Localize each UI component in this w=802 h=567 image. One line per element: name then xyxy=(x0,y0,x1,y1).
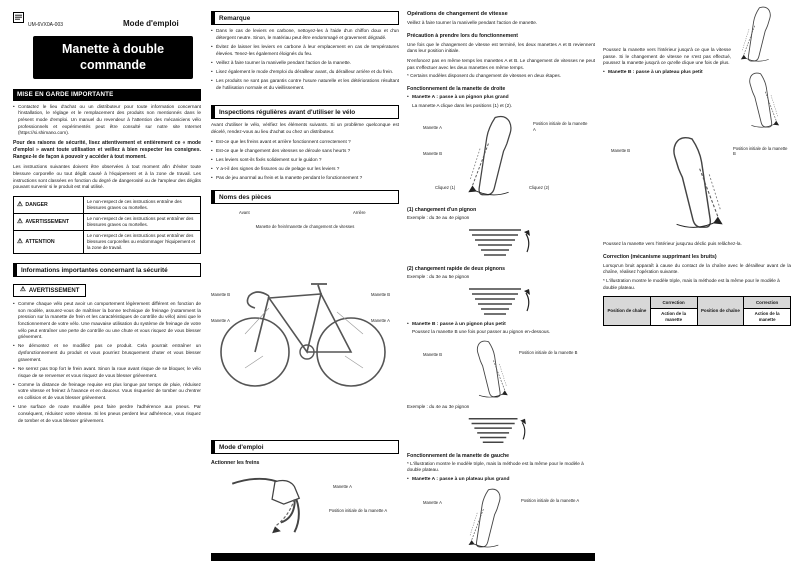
left-lever-a-action: • Manette A : passe à un plateau plus grand xyxy=(407,477,595,484)
correction-text: Lorsqu'un bruit apparaît à cause du contact de la chaîne avec le dérailleur avant de la chaîne, réalisez l'opération suivante. xyxy=(603,262,791,275)
warning-badge-label: AVERTISSEMENT xyxy=(28,287,80,294)
safety-bullet-list xyxy=(13,301,201,424)
list-item: • Comme chaque vélo peut avoir un comportement légèrement différent en fonction de son modèle, assurez-vous de maîtriser la bonne technique de freinage (notamment la pression sur la manette de frein et les caractéristiques de contrôle du vélo) ainsi que le fonctionnement de votre vélo. Une mauvaise utilisation du système de freinage de votre vélo peut entraîner une perte de contrôle ou une chute et vous risquez de vous blesser grièvement. xyxy=(13,301,201,341)
col-header-correction: Correction xyxy=(744,297,791,309)
list-item: • Lisez également le mode d'emploi du dérailleur avant, du dérailleur arrière et du frein. xyxy=(211,69,399,76)
page-title: Manette à double commande xyxy=(33,36,193,79)
subheader-action: Action de la manette xyxy=(744,308,791,325)
cassette-art xyxy=(461,226,533,258)
notice-contact: • Contactez le lieu d'achat ou un distributeur pour toute information concernant l'installation, le réglage et le remplacement des produits non mentionnés dans le présent mode d'emploi. Un manuel du revendeur à l'attention des mécaniciens vélo professionnels et expérimentés peut être consulté sur notre site Internet (https://si.shimano.com). xyxy=(13,104,201,137)
right-lever-b-diagram xyxy=(407,340,595,402)
initial-position-label: Position initiale de la manette A xyxy=(533,121,588,132)
precaution-p1: Une fois que le changement de vitesse est terminé, les deux manettes A et B reviennent dans leur position initiale. xyxy=(407,41,595,54)
push-instruction-1: Poussez la manette vers l'intérieur jusqu'à ce que la vitesse passe. Si le changement de vitesse ne s'est pas effectué, poussez la manette jusqu'à ce qu'elle clique une fois de plus. xyxy=(603,47,731,66)
table-row xyxy=(604,297,791,309)
warning-icon: ⚠ xyxy=(17,217,23,225)
manual-book-icon xyxy=(13,10,24,28)
hazard-classification-text: Les instructions suivantes doivent être observées à tout moment afin d'éviter toute blessure corporelle ou tout dégât causé à l'équipement et à la zone de travail. Les instructions sont classées en fonction du degré de dangerosité ou de l'ampleur des dégâts pouvant survenir si le produit est mal utilisé. xyxy=(13,164,201,190)
list-item: • Est-ce que le changement des vitesses se déroule sans heurts ? xyxy=(211,148,399,155)
lever-b-label: Manette B xyxy=(423,151,443,157)
section-remarque: Remarque xyxy=(211,11,399,25)
right-lever-heading: Fonctionnement de la manette de droite xyxy=(407,85,506,92)
left-column xyxy=(13,0,201,427)
push-instruction-2: Poussez la manette vers l'intérieur jusqu'au déclic puis relâchez-la. xyxy=(603,241,742,246)
correction-heading: Correction (mécanisme supprimant les bruits) xyxy=(603,253,717,260)
warning-icon: ⚠ xyxy=(17,200,23,208)
lever-a-label: Manette A xyxy=(211,318,230,324)
lever-b-label: Manette B xyxy=(371,292,391,298)
lever-b-label: Manette B xyxy=(211,292,231,298)
lever-art xyxy=(465,488,513,550)
lever-a-label: Manette A xyxy=(423,499,442,505)
col-header-position: Position de chaîne xyxy=(697,297,744,326)
hazard-label: ATTENTION xyxy=(25,239,55,246)
click2-label: Cliquez (2) xyxy=(529,185,550,191)
lever-art xyxy=(655,136,727,232)
list-item: • Ne démontez et ne modifiez pas ce produit. Cela pourrait entraîner un dysfonctionnement du produit et vous pourriez brusquement chuter et vous blesser gravement. xyxy=(13,343,201,363)
initial-position-label: Position initiale de la manette A xyxy=(329,508,388,514)
footer-bar xyxy=(211,553,595,561)
cassette-art xyxy=(461,285,533,317)
section-mode-emploi: Mode d'emploi xyxy=(211,440,399,454)
correction-table xyxy=(603,296,791,326)
doc-number: UM-6VX0A-003 xyxy=(28,22,64,28)
left-lever-heading: Fonctionnement de la manette de gauche xyxy=(407,452,510,459)
section-important-notice: MISE EN GARDE IMPORTANTE xyxy=(13,89,201,101)
front-label: Avant xyxy=(239,210,250,216)
table-row xyxy=(14,196,201,213)
section-safety-info: Informations importantes concernant la sécurité xyxy=(13,263,201,277)
warning-badge xyxy=(13,284,86,297)
list-item: • Comme la distance de freinage requise est plus longue par temps de pluie, réduisez votre vitesse et freinez à l'avance et en douceur. Vous risqueriez de tomber ou d'entrer en collision et de vous blesser grièvement. xyxy=(13,382,201,402)
list-item: • Y a-t-il des signes de fissures ou de pelage sur les leviers ? xyxy=(211,166,399,173)
initial-position-label: Position initiale de la manette B xyxy=(519,349,578,355)
middle-column xyxy=(211,0,399,542)
lever-b-example: Exemple : du 4e au 3e pignon xyxy=(407,403,470,409)
far-right-column xyxy=(603,0,791,326)
left-lever-a-diagram xyxy=(407,488,595,552)
doc-header xyxy=(13,0,201,28)
list-item: • Évitez de laisser les leviers en carbone à leur emplacement en cas de températures élevées. Tenez-les également éloignés du feu. xyxy=(211,44,399,57)
inspections-intro: Avant d'utiliser le vélo, vérifiez les éléments suivants. Si un problème quelconque est décelé, rendez-vous au lieu d'achat ou chez un distributeur. xyxy=(211,122,399,135)
hazard-text: Le non-respect de ces instructions entraîne des blessures graves ou mortelles. xyxy=(84,196,201,213)
brake-action-diagram xyxy=(211,470,399,542)
right-lever-a-diagram xyxy=(407,113,595,201)
list-item: • Une surface de route mouillée peut faire perdre l'adhérence aux pneus. Par conséquent, réduisez votre vitesse. Si les pneus perdent leur adhérence, vous risquez de tomber et de vous blesser grièvement. xyxy=(13,404,201,424)
table-row xyxy=(14,231,201,254)
correction-note: * L'illustration montre le modèle triple, mais la méthode est la même pour le modèle à double plateau. xyxy=(603,278,780,290)
shifting-heading: Opérations de changement de vitesse xyxy=(407,11,508,17)
cassette-diagram-3 xyxy=(407,415,595,447)
precaution-p2: N'enfoncez pas en même temps les manettes A et B. Le changement de vitesses ne peut pas s'effectuer avec les deux manettes en même temps. xyxy=(407,58,595,70)
far-right-text xyxy=(603,0,731,130)
cassette-art xyxy=(461,415,529,445)
warning-icon: ⚠ xyxy=(17,238,23,246)
safety-read-notice: Pour des raisons de sécurité, lisez attentivement et entièrement ce « mode d'emploi » avant toute utilisation et veillez à bien respecter les consignes. Rangez-le de façon à pouvoir y accéder à tout moment. xyxy=(13,139,201,161)
list-item: • Dans le cas de leviers en carbone, nettoyez-les à l'aide d'un chiffon doux et d'un détergent neutre. Sinon, le matériau peut être endommagé et gravement dégradé. xyxy=(211,28,399,41)
right-column xyxy=(407,0,595,552)
lever-a-action: • Manette A : passe à un pignon plus grand xyxy=(407,95,595,102)
lever-a-label: Manette A xyxy=(423,125,442,131)
list-item: • Pas de jeu anormal au frein et la manette pendant le fonctionnement ? xyxy=(211,175,399,182)
list-item: • Les leviers sont-ils fixés solidement sur le guidon ? xyxy=(211,157,399,164)
list-item: • Ne serrez pas trop fort le frein avant. Sinon la roue avant risque de se bloquer, le vélo risque de se renverser et vous risquez de vous blesser grièvement. xyxy=(13,366,201,379)
cassette-diagram-1 xyxy=(407,226,595,260)
lever-a-clicks: La manette A clique dans les positions (1) et (2). xyxy=(412,102,513,108)
col-header-position: Position de chaîne xyxy=(604,297,651,326)
hazard-label: DANGER xyxy=(25,201,48,208)
click1-label: Cliquez (1) xyxy=(435,185,456,191)
precaution-note: * Certains modèles disposent du changement de vitesses en deux étapes. xyxy=(407,73,562,79)
remarque-list xyxy=(211,28,399,91)
shift1-example: Exemple : du 3e au 4e pignon xyxy=(407,215,470,221)
lever-art xyxy=(465,115,527,199)
section-part-names: Noms des pièces xyxy=(211,190,399,204)
section-inspections: Inspections régulières avant d'utiliser le vélo xyxy=(211,105,399,119)
far-right-top xyxy=(603,0,791,130)
shift2-example: Exemple : du 3e au 5e pignon xyxy=(407,273,470,279)
lever-b-label: Manette B xyxy=(611,148,631,153)
subheader-action: Action de la manette xyxy=(650,308,697,325)
list-item: • Est-ce que les freins avant et arrière fonctionnent correctement ? xyxy=(211,139,399,146)
hazard-text: Le non-respect de ces instructions peut entraîner des blessures corporelles ou endommager l'équipement et la zone de travail. xyxy=(84,231,201,254)
left-lever-b-action: • Manette B : passe à un plateau plus petit xyxy=(603,70,731,77)
far-right-art xyxy=(731,0,789,130)
col-header-correction: Correction xyxy=(650,297,697,309)
left-lever-note: * L'illustration montre le modèle triple, mais la méthode est la même pour le modèle à double plateau. xyxy=(407,460,584,473)
bicycle-parts-diagram xyxy=(211,208,399,434)
lever-art xyxy=(465,340,511,400)
hazard-table xyxy=(13,196,201,254)
lever-a-label: Manette A xyxy=(371,318,390,324)
notice-list xyxy=(13,104,201,137)
brake-lever-art xyxy=(225,472,325,540)
lever-caption: Manette de frein/manette de changement de vitesses xyxy=(255,224,355,230)
precaution-heading: Précaution à prendre lors du fonctionnement xyxy=(407,32,518,39)
lever-art xyxy=(739,72,781,130)
initial-position-label: Position initiale de la manette B xyxy=(733,146,788,157)
rear-label: Arrière xyxy=(353,210,366,216)
hazard-label: AVERTISSEMENT xyxy=(25,219,70,226)
inspections-list xyxy=(211,139,399,182)
lever-b-action: • Manette B : passe à un pignon plus petit xyxy=(407,322,595,329)
shifting-intro: Veillez à faire tourner la manivelle pendant l'action de manette. xyxy=(407,20,538,25)
shift2-title: (2) changement rapide de deux pignons xyxy=(407,265,506,272)
lever-a-label: Manette A xyxy=(333,484,352,490)
doc-type: Mode d'emploi xyxy=(123,19,179,28)
list-item: • Veillez à faire tourner la manivelle pendant l'action de la manette. xyxy=(211,60,399,67)
hazard-text: Le non-respect de ces instructions peut entraîner des blessures graves ou mortelles. xyxy=(84,214,201,231)
list-item: • Les produits ne sont pas garantis contre l'usure naturelle et les détériorations résultant de l'utilisation normale et du vieillissement. xyxy=(211,78,399,91)
cassette-diagram-2 xyxy=(407,285,595,319)
initial-position-label: Position initiale de la manette A xyxy=(521,497,580,503)
bicycle-art xyxy=(217,256,389,392)
warning-icon: ⚠ xyxy=(20,286,26,294)
lever-b-label: Manette B xyxy=(423,351,443,357)
brake-action-heading: Actionner les freins xyxy=(211,460,260,467)
lever-b-note: Poussez la manette B une fois pour passer au pignon en-dessous. xyxy=(412,329,551,335)
table-row xyxy=(14,214,201,231)
shift1-title: (1) changement d'un pignon xyxy=(407,207,477,214)
left-lever-b-diagram xyxy=(603,134,791,238)
lever-art xyxy=(739,6,781,64)
